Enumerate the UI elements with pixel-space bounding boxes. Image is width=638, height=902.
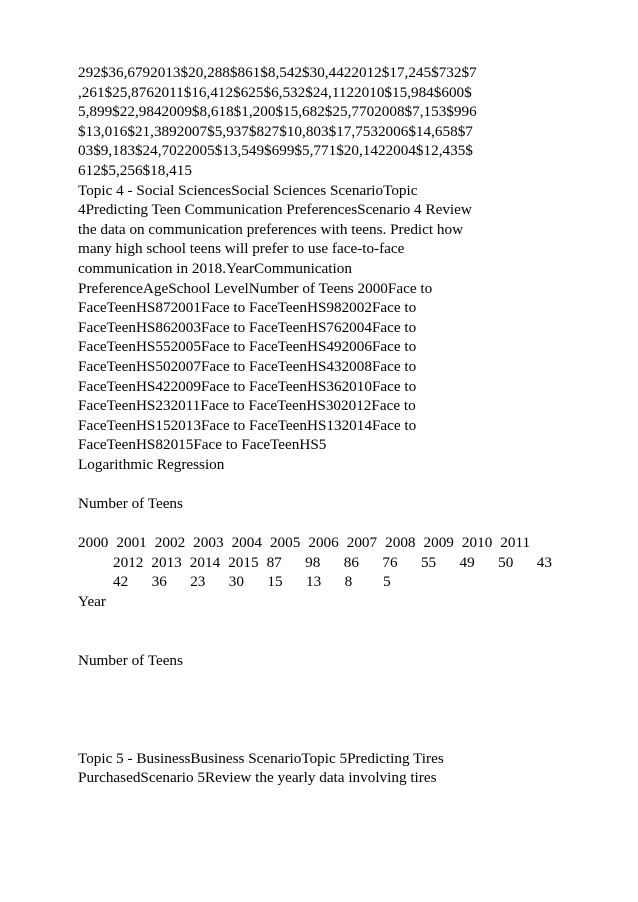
blank-space — [78, 670, 558, 729]
text-line: FaceTeenHS152013Face to FaceTeenHS132014Face to — [78, 416, 417, 434]
chart-text-residue — [78, 494, 558, 670]
value-label: 55 — [420, 553, 437, 571]
value-label: 15 — [267, 573, 283, 591]
text-line: many high school teens will prefer to use face-to-face — [78, 240, 405, 258]
text-line: 5,899$22,9842009$8,618$1,200$15,682$25,7702008$7,153$996 — [78, 103, 477, 121]
text-line: 03$9,183$24,7022005$13,549$699$5,771$20,1422004$12,435$ — [78, 142, 473, 160]
text-line: $13,016$21,3892007$5,937$827$10,803$17,7532006$14,658$7 — [78, 122, 473, 140]
text-line: Topic 5 - BusinessBusiness ScenarioTopic 5Predicting Tires — [78, 749, 444, 767]
value-label: 50 — [498, 553, 514, 571]
value-label: 30 — [228, 573, 244, 591]
text-line: FaceTeenHS552005Face to FaceTeenHS492006Face to — [78, 338, 417, 356]
text-line: 612$5,256$18,415 — [78, 161, 192, 179]
text-line: FaceTeenHS232011Face to FaceTeenHS302012Face to — [78, 397, 416, 415]
year-value-row — [78, 553, 558, 573]
blank-line — [78, 729, 558, 749]
text-line: Topic 4 - Social SciencesSocial Sciences ScenarioTopic — [78, 181, 418, 199]
text-line: FaceTeenHS502007Face to FaceTeenHS432008Face to — [78, 357, 417, 375]
blank-line — [78, 631, 558, 651]
y-axis-label: Number of Teens — [78, 495, 183, 513]
value-label: 76 — [382, 553, 398, 571]
topic4-table-tail — [78, 63, 558, 181]
text-line: PreferenceAgeSchool LevelNumber of Teens 2000Face to — [78, 279, 433, 297]
section-heading: Logarithmic Regression — [78, 455, 225, 473]
x-axis-label: Year — [78, 593, 106, 611]
text-line: FaceTeenHS422009Face to FaceTeenHS362010Face to — [78, 377, 417, 395]
text-line: FaceTeenHS862003Face to FaceTeenHS762004Face to — [78, 318, 417, 336]
blank-line — [78, 612, 558, 632]
year-label: 2007 — [346, 534, 378, 552]
value-label: 49 — [459, 553, 475, 571]
year-label: 2002 — [154, 534, 186, 552]
blank-line — [78, 514, 558, 534]
year-label: 2011 — [500, 534, 531, 552]
value-label: 8 — [344, 573, 353, 591]
year-label: 2005 — [269, 534, 301, 552]
year-label: 2000 — [78, 534, 109, 552]
text-line: the data on communication preferences with teens. Predict how — [78, 220, 464, 238]
topic5-paragraph — [78, 749, 558, 788]
year-label: 2008 — [385, 534, 416, 552]
year-label: 2014 — [189, 553, 221, 571]
text-line: ,261$25,8762011$16,412$625$6,532$24,1122010$15,984$600$ — [78, 83, 472, 101]
text-line: PurchasedScenario 5Review the yearly data involving tires — [78, 769, 437, 787]
value-label: 36 — [151, 573, 167, 591]
text-line: 4Predicting Teen Communication PreferencesScenario 4 Review — [78, 201, 472, 219]
blank-line — [78, 474, 558, 494]
year-label: 2004 — [231, 534, 262, 552]
y-axis-label: Number of Teens — [78, 651, 183, 669]
year-label: 2010 — [461, 534, 493, 552]
text-line: communication in 2018.YearCommunication — [78, 259, 352, 277]
value-label: 87 — [266, 553, 282, 571]
text-line: FaceTeenHS872001Face to FaceTeenHS982002Face to — [78, 299, 417, 317]
text-line: FaceTeenHS82015Face to FaceTeenHS5 — [78, 436, 327, 454]
year-label: 2006 — [308, 534, 339, 552]
year-label: 2009 — [423, 534, 454, 552]
topic4-paragraph — [78, 181, 558, 475]
value-label: 43 — [536, 553, 552, 571]
value-label: 86 — [343, 553, 359, 571]
text-line: 292$36,6792013$20,288$861$8,542$30,4422012$17,245$732$7 — [78, 64, 477, 81]
year-label: 2001 — [116, 534, 147, 552]
year-label: 2003 — [193, 534, 224, 552]
year-label: 2015 — [228, 553, 259, 571]
value-label: 13 — [305, 573, 322, 591]
year-row-1 — [78, 533, 558, 553]
value-label: 5 — [383, 573, 391, 591]
year-label: 2013 — [151, 553, 182, 571]
page-content — [78, 63, 558, 788]
year-label: 2012 — [113, 553, 144, 571]
value-label: 42 — [113, 573, 129, 591]
value-row-3 — [78, 572, 558, 592]
value-label: 98 — [305, 553, 321, 571]
value-label: 23 — [190, 573, 206, 591]
